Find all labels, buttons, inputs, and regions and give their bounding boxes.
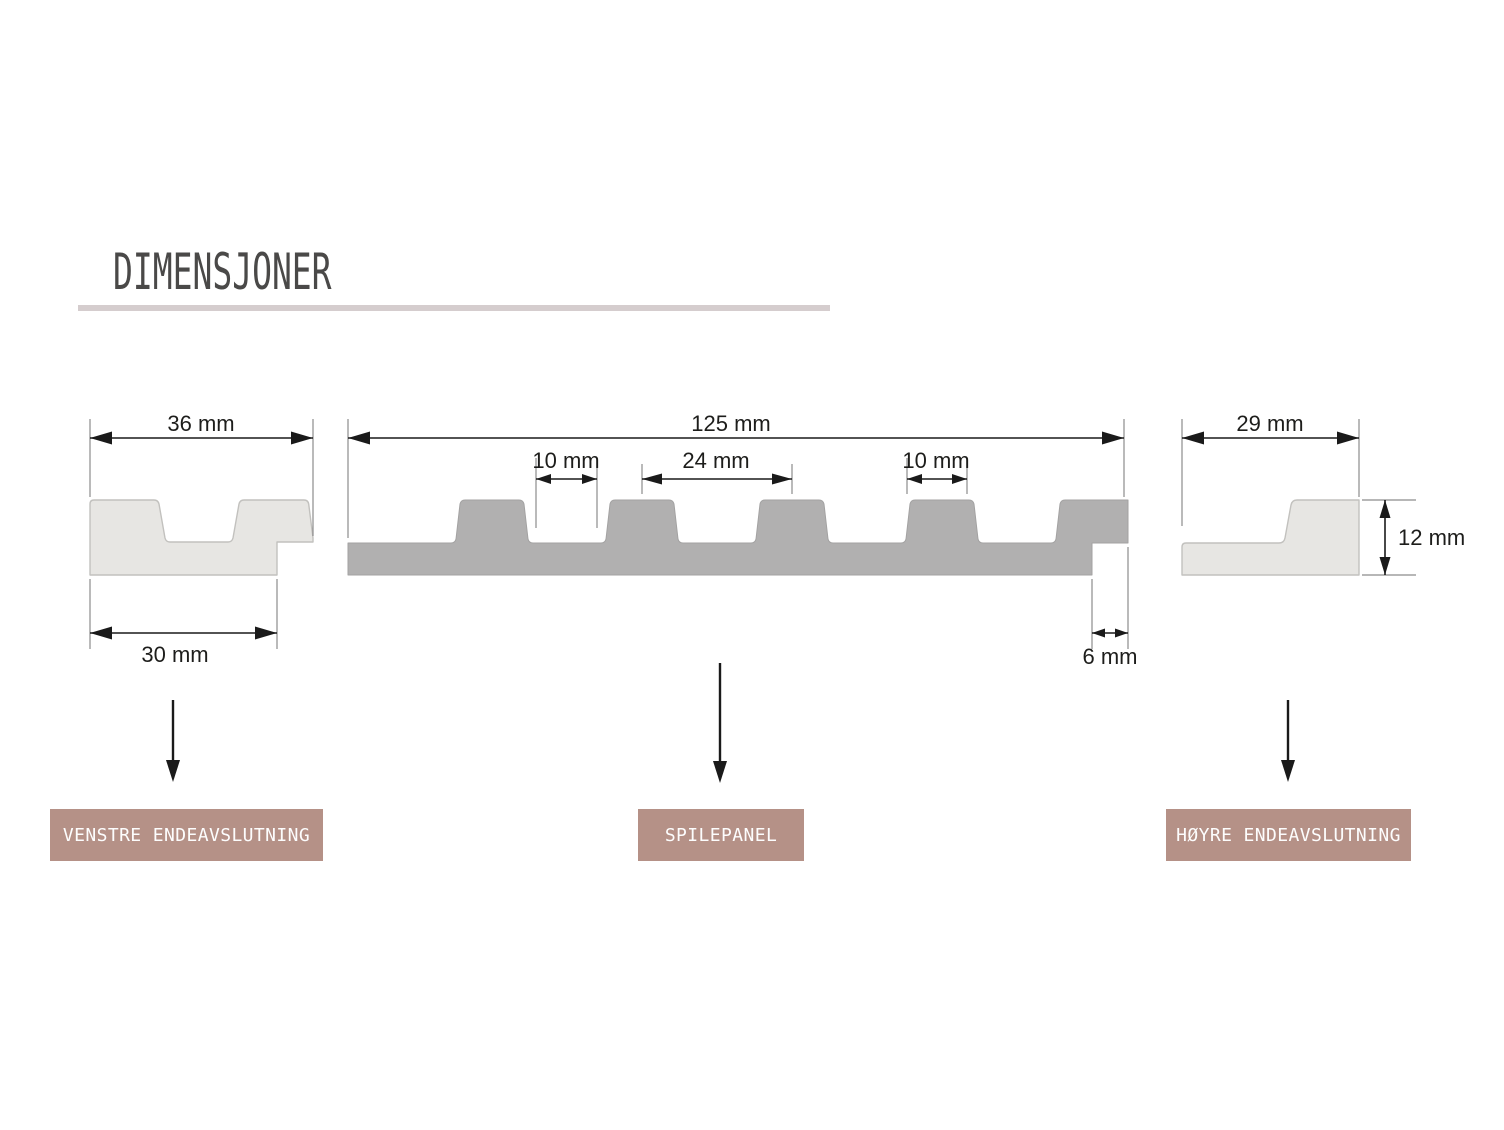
dim-panel-pitch: 24 mm [682, 448, 750, 473]
slat-panel-profile-shape [348, 500, 1128, 575]
left-end-label [50, 809, 323, 861]
page-title: DIMENSJONER [113, 243, 332, 301]
dim-left-top-width: 36 mm [167, 411, 235, 436]
right-end-label [1166, 809, 1411, 861]
right-pointer-arrow [1281, 700, 1295, 782]
left-pointer-arrow [166, 700, 180, 782]
pointer-arrows [166, 663, 1295, 783]
dim-panel-slat-width: 10 mm [902, 448, 970, 473]
dim-panel-overhang: 6 mm [1082, 644, 1138, 669]
middle-pointer-arrow [713, 663, 727, 783]
dim-panel-total-width: 125 mm [691, 411, 771, 436]
right-end-label-text: HØYRE ENDEAVSLUTNING [1176, 824, 1401, 846]
dim-right-top-width: 29 mm [1236, 411, 1304, 436]
slat-panel-label-text: SPILEPANEL [664, 824, 778, 846]
right-end-profile-shape [1182, 500, 1359, 575]
left-end-label-text: VENSTRE ENDEAVSLUTNING [62, 824, 311, 846]
slat-panel-label [638, 809, 804, 861]
left-end-profile-shape [90, 500, 313, 575]
dim-panel-groove-width: 10 mm [532, 448, 600, 473]
dim-right-height: 12 mm [1398, 525, 1466, 550]
dim-left-bottom-width: 30 mm [141, 642, 209, 667]
